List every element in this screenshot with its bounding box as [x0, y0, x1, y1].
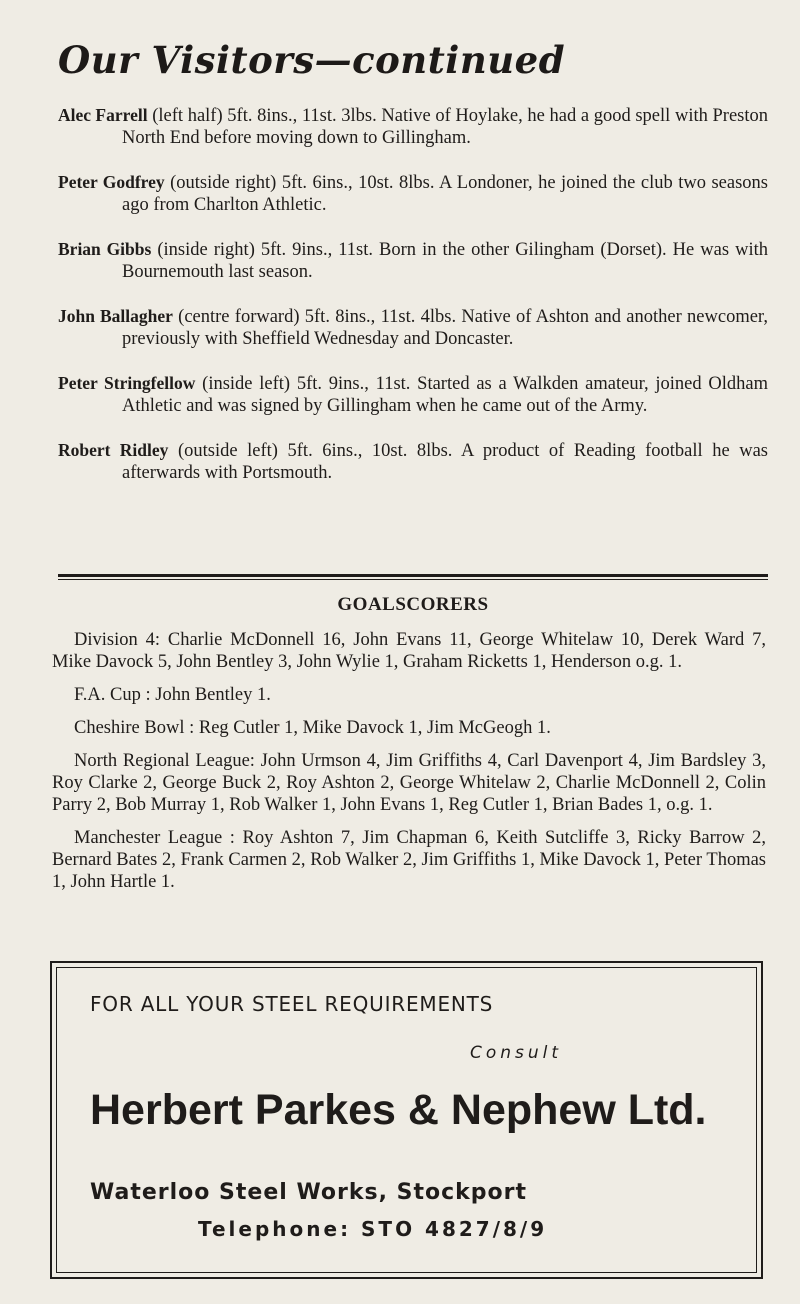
advert-company-name: Herbert Parkes & Nephew Ltd.: [90, 1086, 707, 1134]
player-name: Robert Ridley: [58, 440, 169, 460]
section-divider-thick: [58, 574, 768, 577]
player-entry: [58, 171, 768, 216]
player-entry: [58, 372, 768, 417]
player-details: (inside right) 5ft. 9ins., 11st. Born in the other Gilingham (Dorset). He was with Bournemouth last season.: [122, 240, 768, 282]
goalscorers-heading: GOALSCORERS: [337, 594, 489, 615]
advert-tagline: FOR ALL YOUR STEEL REQUIREMENTS: [90, 992, 494, 1016]
player-details: (centre forward) 5ft. 8ins., 11st. 4lbs. Native of Ashton and another newcomer, previously with Sheffield Wednesday and Doncaster.: [122, 307, 768, 349]
player-details: (left half) 5ft. 8ins., 11st. 3lbs. Native of Hoylake, he had a good spell with Preston North End before moving down to Gillingham.: [122, 106, 768, 148]
goalscorer-entry: Manchester League : Roy Ashton 7, Jim Chapman 6, Keith Sutcliffe 3, Ricky Barrow 2, Bernard Bates 2, Frank Carmen 2, Rob Walker 2, Jim Griffiths 1, Mike Davock 1, Peter Thomas 1, John Hartle 1.: [52, 828, 766, 892]
goalscorer-entry: F.A. Cup : John Bentley 1.: [74, 685, 271, 705]
advert-address: Waterloo Steel Works, Stockport: [90, 1180, 528, 1205]
player-details: (outside right) 5ft. 6ins., 10st. 8lbs. A Londoner, he joined the club two seasons ago from Charlton Athletic.: [122, 173, 768, 215]
player-details: (inside left) 5ft. 9ins., 11st. Started as a Walkden amateur, joined Oldham Athletic and was signed by Gillingham when he came out of the Army.: [122, 374, 768, 416]
advert-consult: Consult: [470, 1043, 563, 1063]
advert-telephone: Telephone: STO 4827/8/9: [198, 1217, 548, 1241]
player-entry: [58, 439, 768, 484]
player-name: Brian Gibbs: [58, 239, 152, 259]
goalscorer-entry: Division 4: Charlie McDonnell 16, John Evans 11, George Whitelaw 10, Derek Ward 7, Mike Davock 5, John Bentley 3, John Wylie 1, Graham Ricketts 1, Henderson o.g. 1.: [52, 630, 766, 672]
player-name: Peter Stringfellow: [58, 373, 196, 393]
goalscorer-entry: Cheshire Bowl : Reg Cutler 1, Mike Davock 1, Jim McGeogh 1.: [74, 718, 551, 738]
section-divider-thin: [58, 579, 768, 580]
player-name: John Ballagher: [58, 306, 173, 326]
player-entry: [58, 238, 768, 283]
page-title: Our Visitors—continued: [58, 38, 566, 82]
player-entry: [58, 104, 768, 149]
goalscorers-list: [52, 629, 766, 904]
player-list: [58, 104, 768, 506]
player-details: (outside left) 5ft. 6ins., 10st. 8lbs. A product of Reading football he was afterwards with Portsmouth.: [122, 441, 768, 483]
player-entry: [58, 305, 768, 350]
player-name: Peter Godfrey: [58, 172, 165, 192]
goalscorer-entry: North Regional League: John Urmson 4, Jim Griffiths 4, Carl Davenport 4, Jim Bardsley 3, Roy Clarke 2, George Buck 2, Roy Ashton 2, George Whitelaw 2, Charlie McDonnell 2, Colin Parry 2, Bob Murray 1, Rob Walker 1, John Evans 1, Reg Cutler 1, Brian Bades 1, o.g. 1.: [52, 751, 766, 815]
player-name: Alec Farrell: [58, 105, 148, 125]
